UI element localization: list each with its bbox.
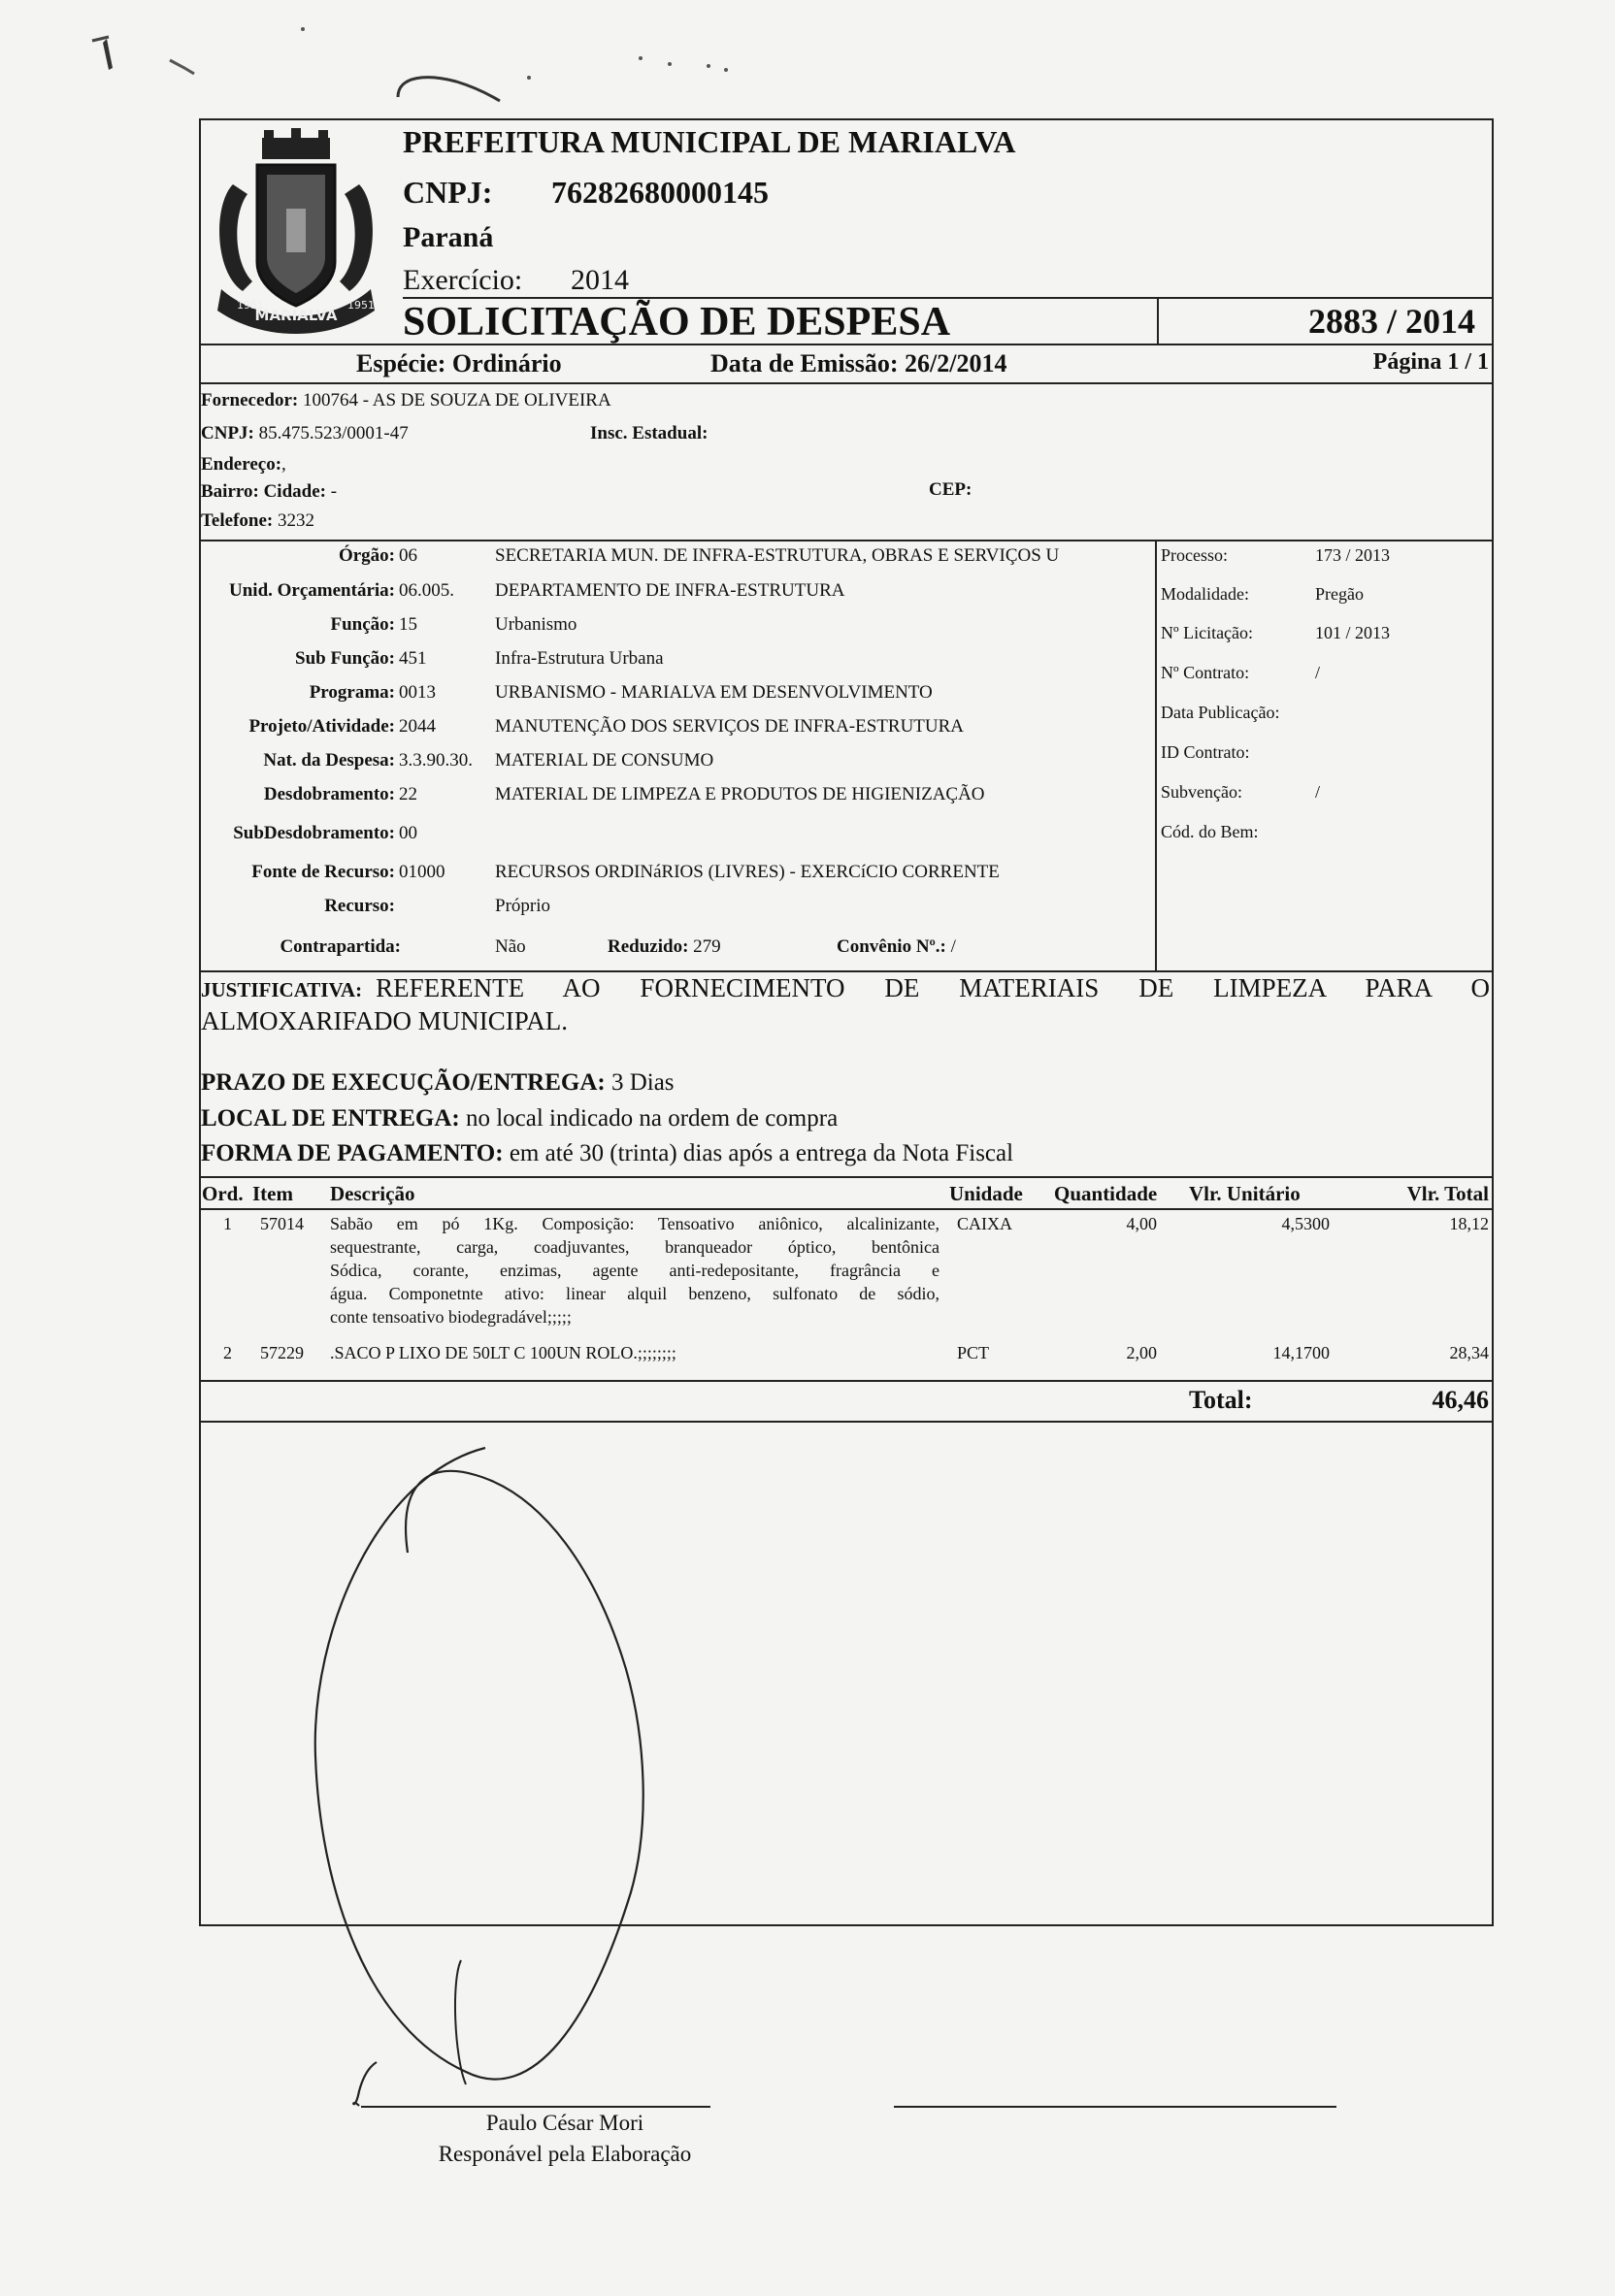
items-header-rule [199, 1208, 1494, 1210]
processo-label: Data Publicação: [1161, 703, 1280, 722]
item-vlr-total: 18,12 [1449, 1214, 1489, 1233]
svg-text:1951: 1951 [347, 299, 375, 312]
svg-text:1951: 1951 [237, 299, 264, 312]
header-exercicio-value: 2014 [571, 264, 629, 296]
classificacao-desc: MANUTENÇÃO DOS SERVIÇOS DE INFRA-ESTRUTURA [495, 716, 965, 737]
signer-name: Paulo César Mori [485, 2111, 644, 2135]
col-quantidade-header: Quantidade [1054, 1182, 1158, 1205]
signature-line-left [361, 2106, 710, 2108]
processo-label: Nº Contrato: [1161, 663, 1250, 682]
classificacao-desc: RECURSOS ORDINáRIOS (LIVRES) - EXERCíCIO CORRENTE [495, 862, 1000, 882]
processo-value: 173 / 2013 [1315, 545, 1391, 565]
classificacao-label: Função: [330, 614, 395, 635]
fornecedor-line [201, 390, 611, 411]
header-cnpj-value: 76282680000145 [551, 175, 769, 210]
classificacao-desc: URBANISMO - MARIALVA EM DESENVOLVIMENTO [495, 682, 933, 703]
item-quantidade: 4,00 [1126, 1214, 1157, 1233]
classificacao-code: 3.3.90.30. [399, 750, 473, 771]
classificacao-desc: MATERIAL DE CONSUMO [495, 750, 714, 771]
telefone-line [201, 510, 314, 532]
item-unidade: CAIXA [957, 1214, 1012, 1233]
item-description-line: Sódica, corante, enzimas, agente anti-redepositante, fragrância e [330, 1261, 939, 1280]
fornecedor-label: Fornecedor: [201, 390, 299, 410]
item-description-line: Sabão em pó 1Kg. Composição: Tensoativo aniônico, alcalinizante, [330, 1214, 939, 1233]
classificacao-bottom-rule [199, 970, 1494, 972]
fornecedor-cnpj-label: CNPJ: [201, 423, 254, 443]
classificacao-label: Nat. da Despesa: [263, 750, 395, 771]
processo-label: ID Contrato: [1161, 742, 1250, 762]
item-unidade: PCT [957, 1343, 990, 1362]
classificacao-desc: Próprio [495, 896, 550, 916]
item-ord: 2 [223, 1343, 232, 1362]
item-vlr-unitario: 14,1700 [1272, 1343, 1330, 1362]
endereco-value: , [281, 454, 286, 475]
justificativa-line1 [201, 973, 1490, 1003]
telefone-value: 3232 [277, 510, 314, 531]
classificacao-desc: MATERIAL DE LIMPEZA E PRODUTOS DE HIGIENIZAÇÃO [495, 784, 985, 804]
endereco-line [201, 454, 286, 476]
item-quantidade: 2,00 [1126, 1343, 1157, 1362]
telefone-label: Telefone: [201, 510, 274, 531]
item-code: 57229 [260, 1343, 304, 1362]
item-description-line: água. Componetnte ativo: linear alquil benzeno, sulfonato de sódio, [330, 1284, 939, 1303]
local-value: no local indicado na ordem de compra [465, 1105, 839, 1132]
items-top-rule [199, 1176, 1494, 1178]
local-label: LOCAL DE ENTREGA: [201, 1105, 460, 1132]
col-ord-header: Ord. [202, 1182, 244, 1205]
classificacao-label: Órgão: [338, 545, 395, 566]
classificacao-code: 15 [399, 614, 417, 635]
handwritten-signature [262, 1436, 670, 2116]
cidade-value: - [330, 481, 338, 502]
processo-label: Nº Licitação: [1161, 623, 1254, 642]
item-ord: 1 [223, 1214, 232, 1233]
item-description-line: sequestrante, carga, coadjuvantes, branqueador óptico, bentônica [330, 1237, 939, 1257]
classificacao-code: 2044 [399, 716, 436, 737]
endereco-label: Endereço: [201, 454, 282, 475]
item-description-line: .SACO P LIXO DE 50LT C 100UN ROLO.;;;;;;;; [330, 1343, 676, 1362]
processo-divider [1155, 540, 1157, 972]
total-bottom-rule [199, 1421, 1494, 1423]
classificacao-code: 22 [399, 784, 417, 804]
classificacao-code: 06 [399, 545, 417, 566]
processo-value: Pregão [1315, 584, 1364, 604]
contrapartida-label: Contrapartida: [280, 936, 401, 957]
classificacao-desc: SECRETARIA MUN. DE INFRA-ESTRUTURA, OBRAS E SERVIÇOS U [495, 545, 1060, 566]
classificacao-label: Unid. Orçamentária: [229, 580, 395, 601]
classificacao-code: 451 [399, 648, 427, 669]
justificativa-line2: ALMOXARIFADO MUNICIPAL. [201, 1006, 569, 1035]
bairro-label: Bairro: [201, 481, 259, 502]
processo-label: Cód. do Bem: [1161, 822, 1259, 841]
fornecedor-cnpj-value: 85.475.523/0001-47 [258, 423, 409, 443]
processo-value: / [1315, 663, 1321, 682]
forma-value: em até 30 (trinta) dias após a entrega da Nota Fiscal [509, 1140, 1014, 1166]
prazo-value: 3 Dias [610, 1069, 675, 1096]
classificacao-label: Programa: [309, 682, 395, 703]
classificacao-desc: Infra-Estrutura Urbana [495, 648, 664, 669]
classificacao-code: 0013 [399, 682, 436, 703]
forma-line [201, 1140, 1013, 1167]
cep-label: CEP: [929, 479, 972, 500]
header-exercicio-label: Exercício: [403, 264, 523, 296]
classificacao-label: Sub Função: [295, 648, 395, 669]
reduzido-label: Reduzido: [608, 936, 689, 957]
prazo-line [201, 1069, 675, 1097]
contrapartida-value: Não [495, 936, 526, 957]
item-vlr-total: 28,34 [1449, 1343, 1489, 1362]
fornecedor-bottom-rule [199, 540, 1494, 541]
fornecedor-cnpj-line [201, 423, 409, 444]
items-bottom-rule [199, 1380, 1494, 1382]
processo-label: Subvenção: [1161, 782, 1242, 802]
svg-text:MARIALVA: MARIALVA [254, 307, 338, 324]
classificacao-desc: DEPARTAMENTO DE INFRA-ESTRUTURA [495, 580, 845, 601]
processo-value: 101 / 2013 [1315, 623, 1391, 642]
cidade-label: Cidade: [263, 481, 326, 502]
justificativa-label: JUSTIFICATIVA: [201, 978, 363, 1001]
classificacao-label: SubDesdobramento: [233, 823, 395, 843]
col-descricao-header: Descrição [330, 1182, 415, 1205]
classificacao-code: 00 [399, 823, 417, 843]
convenio-line [837, 936, 956, 958]
reduzido-value: 279 [693, 936, 721, 957]
header-cnpj-label: CNPJ: [403, 175, 493, 210]
document-title: SOLICITAÇÃO DE DESPESA [403, 300, 951, 344]
classificacao-code: 01000 [399, 862, 445, 882]
item-vlr-unitario: 4,5300 [1281, 1214, 1330, 1233]
scan-marks [0, 0, 776, 107]
convenio-label: Convênio Nº.: [837, 936, 946, 957]
classificacao-label: Fonte de Recurso: [251, 862, 395, 882]
item-description-line: conte tensoativo biodegradável;;;;; [330, 1307, 572, 1327]
total-label: Total: [1189, 1386, 1253, 1414]
classificacao-label: Desdobramento: [263, 784, 395, 804]
prefeitura-title: PREFEITURA MUNICIPAL DE MARIALVA [403, 124, 1016, 159]
processo-value: / [1315, 782, 1321, 802]
convenio-value: / [950, 936, 956, 957]
col-unidade-header: Unidade [949, 1182, 1023, 1205]
insc-estadual-label: Insc. Estadual: [590, 423, 709, 443]
total-value: 46,46 [1432, 1386, 1489, 1414]
title-divider [1157, 297, 1159, 344]
data-emissao: Data de Emissão: 26/2/2014 [710, 349, 1007, 377]
classificacao-code: 06.005. [399, 580, 454, 601]
prazo-label: PRAZO DE EXECUÇÃO/ENTREGA: [201, 1069, 606, 1096]
especie: Espécie: Ordinário [356, 349, 562, 377]
document-number: 2883 / 2014 [1307, 302, 1475, 341]
forma-label: FORMA DE PAGAMENTO: [201, 1140, 504, 1166]
processo-label: Processo: [1161, 545, 1228, 565]
reduzido-line [608, 936, 721, 958]
pagina: Página 1 / 1 [1372, 349, 1489, 375]
municipal-coat-of-arms [204, 126, 388, 340]
item-code: 57014 [260, 1214, 304, 1233]
signer-role: Responável pela Elaboração [438, 2142, 692, 2166]
classificacao-desc: Urbanismo [495, 614, 577, 635]
col-item-header: Item [252, 1182, 293, 1205]
title-bottom-rule [199, 344, 1494, 345]
col-vlr-unitario-header: Vlr. Unitário [1189, 1182, 1301, 1205]
signature-line-right [894, 2106, 1336, 2108]
col-vlr-total-header: Vlr. Total [1406, 1182, 1489, 1205]
bairro-cidade-line [201, 481, 337, 503]
classificacao-label: Projeto/Atividade: [248, 716, 395, 737]
justificativa-text-line1: REFERENTE AO FORNECIMENTO DE MATERIAIS DE LIMPEZA PARA O [376, 973, 1490, 1002]
classificacao-label: Recurso: [324, 896, 395, 916]
header-estado: Paraná [403, 221, 494, 253]
local-line [201, 1105, 838, 1132]
processo-label: Modalidade: [1161, 584, 1249, 604]
header-bottom-rule [199, 382, 1494, 384]
fornecedor-value: 100764 - AS DE SOUZA DE OLIVEIRA [302, 390, 611, 410]
